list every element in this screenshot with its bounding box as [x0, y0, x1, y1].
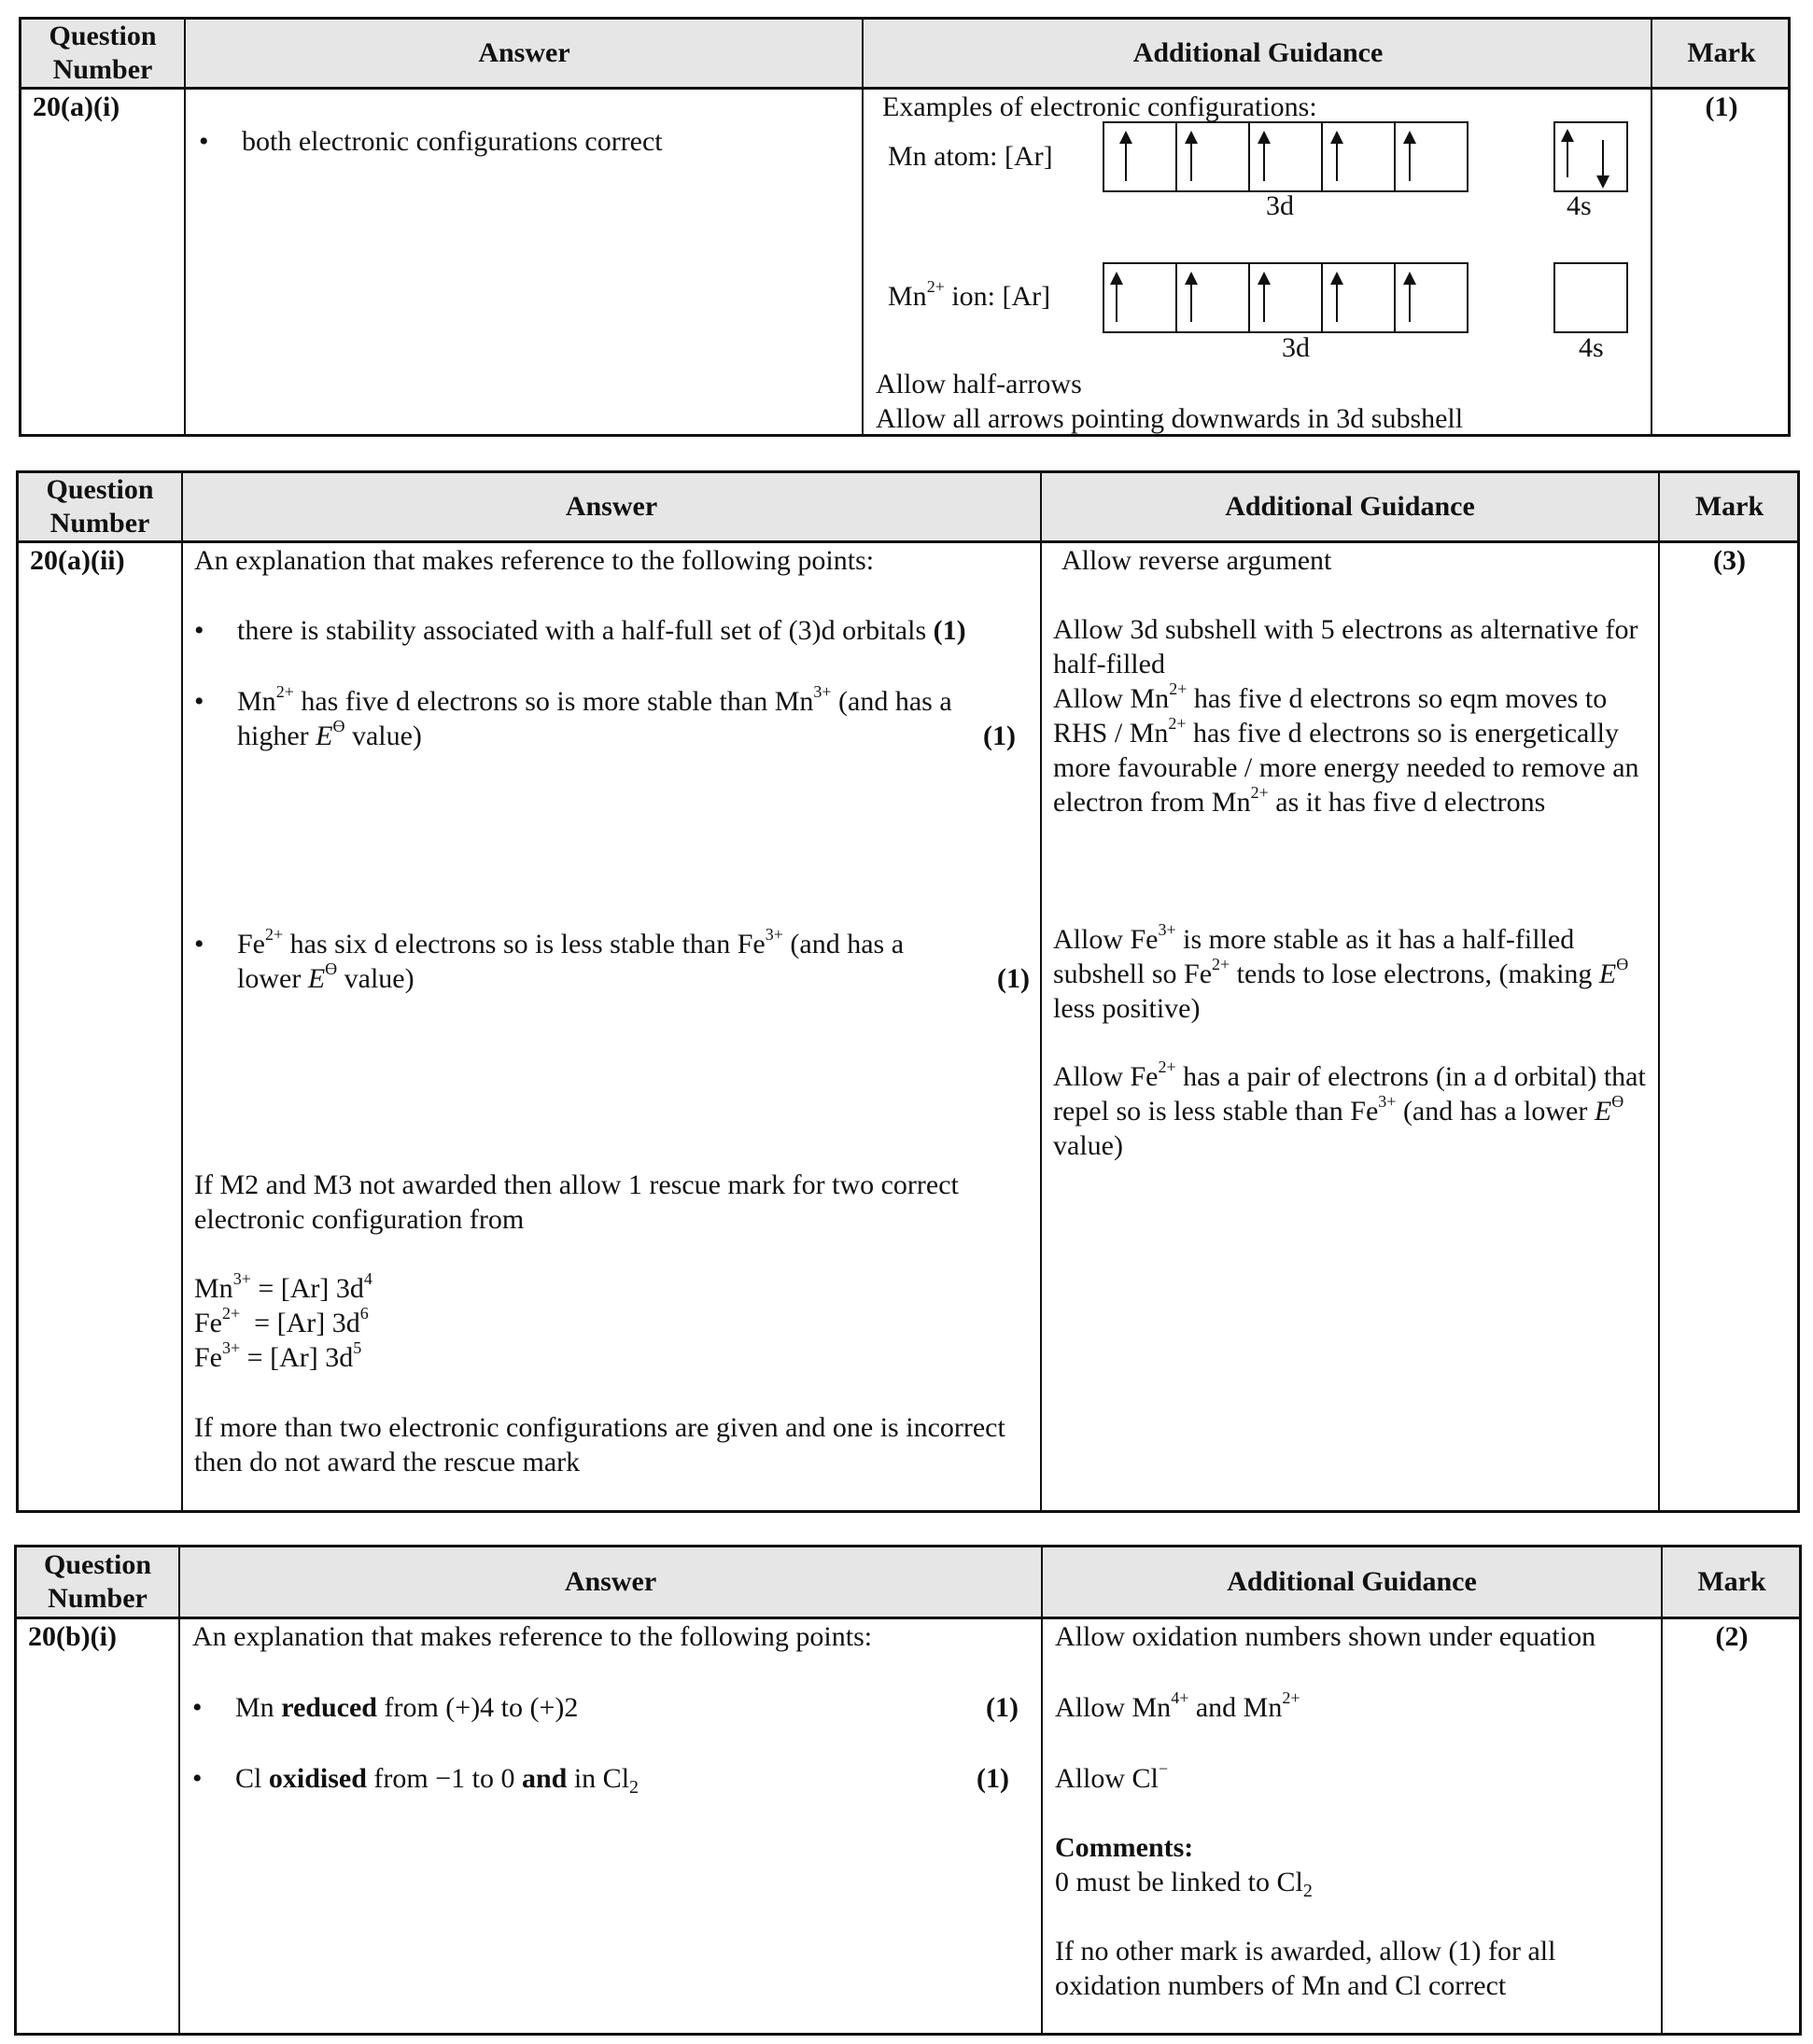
bullet-mark: (1) [986, 1692, 1019, 1723]
guidance-comments [1055, 1830, 1313, 1899]
answer-intro: An explanation that makes reference to the following points: [192, 1621, 873, 1652]
guidance-note-downwards: Allow all arrows pointing downwards in 3d subshell [876, 403, 1464, 434]
orbital-box-empty [1553, 262, 1628, 333]
table-header [19, 473, 1797, 543]
spin-up-arrow-icon [1263, 273, 1265, 322]
header-mark: Mark [1697, 1566, 1766, 1597]
answer-bullet-1: • there is stability associated with a half-full set of (3)d orbitals (1) [194, 615, 966, 646]
answer-bullet-1: • Mn reduced from (+)4 to (+)2 (1) [192, 1692, 1019, 1723]
question-number: 20(a)(ii) [30, 545, 125, 576]
spin-up-arrow-icon [1263, 133, 1265, 181]
header-answer: Answer [565, 491, 658, 522]
mark-value: (1) [1705, 91, 1738, 122]
answer-bullet-3: • $Fe^{2+}$ has six d electrons so is less stable than $Fe^{3+}$ (and has a lower $E^ϴ$ value) (1) [194, 925, 1030, 994]
table-header [17, 1547, 1799, 1619]
header-mark: Mark [1687, 37, 1756, 68]
config-fe3: $Fe^{3+} = [Ar]$ $3d^5$ [194, 1338, 362, 1373]
comments-text: 0 must be linked to $Cl_2$ [1055, 1867, 1313, 1901]
label-4s: 4s [1579, 332, 1604, 363]
orbital-box [1248, 262, 1323, 333]
spin-up-arrow-icon [1336, 133, 1338, 181]
answer-intro: An explanation that makes reference to the following points: [194, 545, 875, 576]
mn-atom-4s-orbital [1555, 121, 1628, 192]
orbital-box [1394, 121, 1469, 192]
config-fe2: $Fe^{2+} = [Ar]$ $3d^6$ [194, 1304, 369, 1338]
spin-up-arrow-icon [1190, 133, 1192, 181]
header-guidance: Additional Guidance [1225, 491, 1475, 522]
orbital-box [1321, 121, 1396, 192]
bullet-mark: (1) [983, 721, 1016, 751]
spin-up-arrow-icon [1567, 131, 1568, 177]
comments-label: Comments: [1055, 1832, 1194, 1863]
rescue-mark-note: If more than two electronic configurations are given and one is incorrect then do not award the rescue mark [194, 1412, 1005, 1477]
answer-bullet-2: • $Mn^{2+}$ has five d electrons so is more stable than $Mn^{3+}$ (and has a higher $E^ϴ$ value) (1) [194, 682, 1016, 751]
orbital-box [1175, 121, 1250, 192]
config-mn3: $Mn^{3+} = [Ar]$ $3d^4$ [194, 1269, 372, 1304]
header-guidance: Additional Guidance [1227, 1566, 1477, 1597]
bullet-mark: (1) [997, 963, 1030, 994]
header-question-number: Question Number [49, 21, 157, 85]
spin-up-arrow-icon [1409, 273, 1411, 322]
header-guidance: Additional Guidance [1132, 37, 1384, 68]
orbital-box [1321, 262, 1396, 333]
question-number: 20(a)(i) [33, 91, 120, 122]
table-20bi [14, 1545, 1802, 2036]
table-20aii [16, 470, 1800, 1513]
guidance-3d-subshell: Allow 3d subshell with 5 electrons as alternative for half-filled [1053, 614, 1638, 679]
guidance-reverse-argument: Allow reverse argument [1061, 545, 1332, 576]
mn-ion-3d-orbitals [1104, 262, 1469, 333]
rescue-mark-rule: If M2 and M3 not awarded then allow 1 rescue mark for two correct electronic configuration from [194, 1169, 959, 1235]
mn-ion-label: $Mn^{2+}$ ion: [Ar] [888, 277, 1051, 312]
mark-value: (3) [1713, 545, 1746, 576]
header-answer: Answer [478, 37, 570, 68]
guidance-mn-ions: Allow $Mn^{4+}$ and $Mn^{2+}$ [1055, 1688, 1300, 1723]
mn-atom-3d-orbitals [1104, 121, 1469, 192]
orbital-box [1103, 121, 1177, 192]
label-3d: 3d [1266, 190, 1294, 221]
orbital-box [1553, 121, 1628, 192]
spin-up-arrow-icon [1336, 273, 1338, 322]
mn-atom-label: Mn atom: [Ar] [888, 141, 1053, 172]
header-answer: Answer [564, 1566, 657, 1597]
orbital-box [1103, 262, 1177, 333]
guidance-oxidation-numbers: Allow oxidation numbers shown under equation [1055, 1621, 1596, 1652]
table-20ai: Question Number Answer Additional Guidance Mark 20(a)(i) • both electronic configurations correct Examples of electronic configurations: Mn atom: [Ar] 3d 4s $Mn^{2+}$ ion: [Ar] 3d 4s Allow half-arrows Allow all arrows pointing downwards in 3d subshell (1) [19, 17, 1791, 437]
label-4s: 4s [1567, 190, 1592, 221]
spin-down-arrow-icon [1602, 140, 1604, 187]
spin-up-arrow-icon [1190, 273, 1192, 322]
mark-value: (2) [1715, 1621, 1749, 1652]
guidance-fallback-mark: If no other mark is awarded, allow (1) for all oxidation numbers of Mn and Cl correct [1055, 1936, 1556, 2001]
table-header [21, 20, 1788, 90]
bullet-mark: (1) [977, 1763, 1009, 1794]
rescue-configs [194, 1271, 372, 1375]
spin-up-arrow-icon [1409, 133, 1411, 181]
question-number: 20(b)(i) [28, 1621, 117, 1652]
orbital-box [1248, 121, 1323, 192]
guidance-fe3-half-filled: Allow $Fe^{3+}$ is more stable as it has a half-filled subshell so $Fe^{2+}$ tends to lose electrons, (making $E^ϴ$ less positive) [1053, 920, 1629, 1024]
header-question-number: Question Number [43, 1549, 152, 1614]
header-question-number: Question Number [46, 474, 154, 539]
guidance-mn2-five-d: Allow $Mn^{2+}$ has five d electrons so eqm moves to RHS / $Mn^{2+}$ has five d electrons so is energetically more favourable / more energy needed to remove an electron from $Mn^{2+}$ as it has five d electrons [1053, 679, 1639, 818]
orbital-box [1394, 262, 1469, 333]
answer-bullet-2: • Cl oxidised from −1 to 0 and in $Cl_2$ (1) [192, 1763, 1009, 1798]
header-mark: Mark [1694, 491, 1764, 522]
guidance-intro: Examples of electronic configurations: [882, 91, 1317, 122]
guidance-fe2-pair: Allow $Fe^{2+}$ has a pair of electrons (in a d orbital) that repel so is less stable than $Fe^{3+}$ (and has a lower $E^ϴ$ value) [1053, 1057, 1646, 1161]
guidance-note-half-arrows: Allow half-arrows [876, 369, 1082, 399]
guidance-cl-ion: Allow Cl− [1055, 1759, 1169, 1794]
orbital-box [1175, 262, 1250, 333]
label-3d: 3d [1282, 332, 1310, 363]
spin-up-arrow-icon [1125, 133, 1127, 181]
spin-up-arrow-icon [1116, 273, 1117, 322]
mn-ion-4s-orbital [1555, 262, 1628, 333]
